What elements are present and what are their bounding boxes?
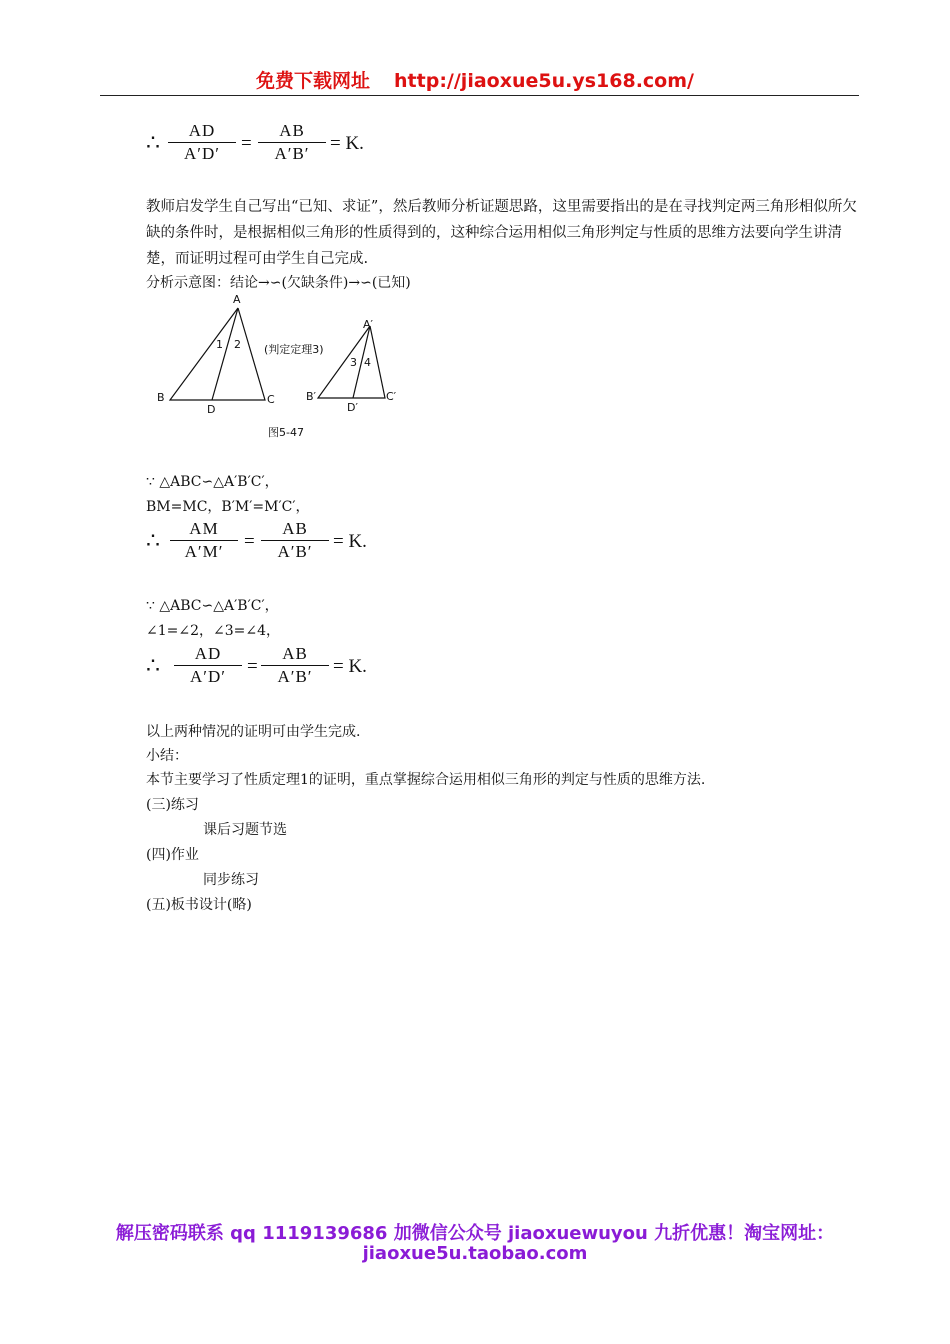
summary-title: 小结： [146, 748, 188, 764]
page-header [0, 66, 950, 93]
equals-k: = K. [330, 133, 364, 154]
label-b-prime: B′ [306, 390, 317, 403]
equals-sign: = [241, 133, 252, 154]
fraction-ad [174, 643, 242, 688]
label-a-prime: A′ [363, 318, 374, 331]
section-practice: (三)练习 [146, 797, 199, 813]
fraction-am [170, 518, 238, 563]
equation-1 [146, 120, 386, 170]
angle-1: 1 [216, 338, 223, 351]
equation-2 [146, 518, 386, 568]
conclusion: 以上两种情况的证明可由学生完成. [146, 724, 361, 740]
theorem-label: (判定定理3) [264, 343, 324, 356]
fraction-numerator: AB [261, 518, 329, 541]
fraction-ad [168, 120, 236, 165]
angle-3: 3 [350, 356, 357, 369]
case1-line2: BM=MC，B′M′=M′C′， [146, 499, 310, 515]
equals-k: = K. [333, 531, 367, 552]
fraction-numerator: AB [261, 643, 329, 666]
fraction-numerator: AD [168, 120, 236, 143]
section-practice-item: 课后习题节选 [203, 822, 287, 838]
section-homework-item: 同步练习 [203, 872, 259, 888]
figure-caption: 图5-47 [268, 426, 304, 439]
therefore-symbol: ∴ [146, 130, 160, 155]
angle-2: 2 [234, 338, 241, 351]
fraction-denominator: A′B′ [277, 542, 313, 561]
footer-link[interactable]: jiaoxue5u.taobao.com [362, 1243, 588, 1264]
case1-line1: ∵ △ABC∽△A′B′C′， [146, 474, 279, 490]
paragraph-1: 教师启发学生自己写出“已知、求证”，然后教师分析证题思路，这里需要指出的是在寻找判定两三角形相似所欠缺的条件时，是根据相似三角形的性质得到的，这种综合运用相似三角形判定与性质的思维方法要向学生讲清楚，而证明过程可由学生自己完成. [146, 199, 857, 267]
footer-line1: 解压密码联系 qq 1119139686 加微信公众号 jiaoxuewuyou 九折优惠！淘宝网址： [115, 1223, 835, 1244]
section-homework: (四)作业 [146, 847, 199, 863]
summary-text: 本节主要学习了性质定理1的证明，重点掌握综合运用相似三角形的判定与性质的思维方法. [146, 772, 706, 788]
fraction-denominator: A′B′ [277, 667, 313, 686]
case2-line2: ∠1=∠2，∠3=∠4， [146, 623, 281, 639]
analysis-line: 分析示意图：结论→∽(欠缺条件)→∽(已知) [146, 275, 411, 291]
segment-ad [212, 308, 238, 400]
fraction-numerator: AM [170, 518, 238, 541]
fraction-ab [261, 518, 329, 563]
equation-3 [146, 643, 386, 693]
fraction-ab [261, 643, 329, 688]
header-label: 免费下载网址 [256, 70, 371, 92]
label-c: C [267, 393, 275, 406]
fraction-denominator: A′D′ [184, 144, 220, 163]
equals-sign: = [244, 531, 255, 552]
label-b: B [157, 391, 165, 404]
case2-line1: ∵ △ABC∽△A′B′C′， [146, 598, 279, 614]
header-url-link[interactable]: http://jiaoxue5u.ys168.com/ [394, 70, 694, 92]
triangle-figure [150, 288, 420, 443]
section-board-design: (五)板书设计(略) [146, 897, 252, 913]
fraction-denominator: A′B′ [274, 144, 310, 163]
label-a: A [233, 293, 241, 306]
label-c-prime: C′ [386, 390, 397, 403]
fraction-numerator: AB [258, 120, 326, 143]
label-d-prime: D′ [347, 401, 358, 414]
header-rule [100, 95, 859, 96]
angle-4: 4 [364, 356, 371, 369]
therefore-symbol: ∴ [146, 653, 160, 678]
equals-sign: = [247, 656, 258, 677]
triangle-abc [170, 308, 265, 400]
therefore-symbol: ∴ [146, 528, 160, 553]
fraction-denominator: A′D′ [190, 667, 226, 686]
label-d: D [207, 403, 216, 416]
fraction-denominator: A′M′ [184, 542, 224, 561]
fraction-ab [258, 120, 326, 165]
fraction-numerator: AD [174, 643, 242, 666]
equals-k: = K. [333, 656, 367, 677]
